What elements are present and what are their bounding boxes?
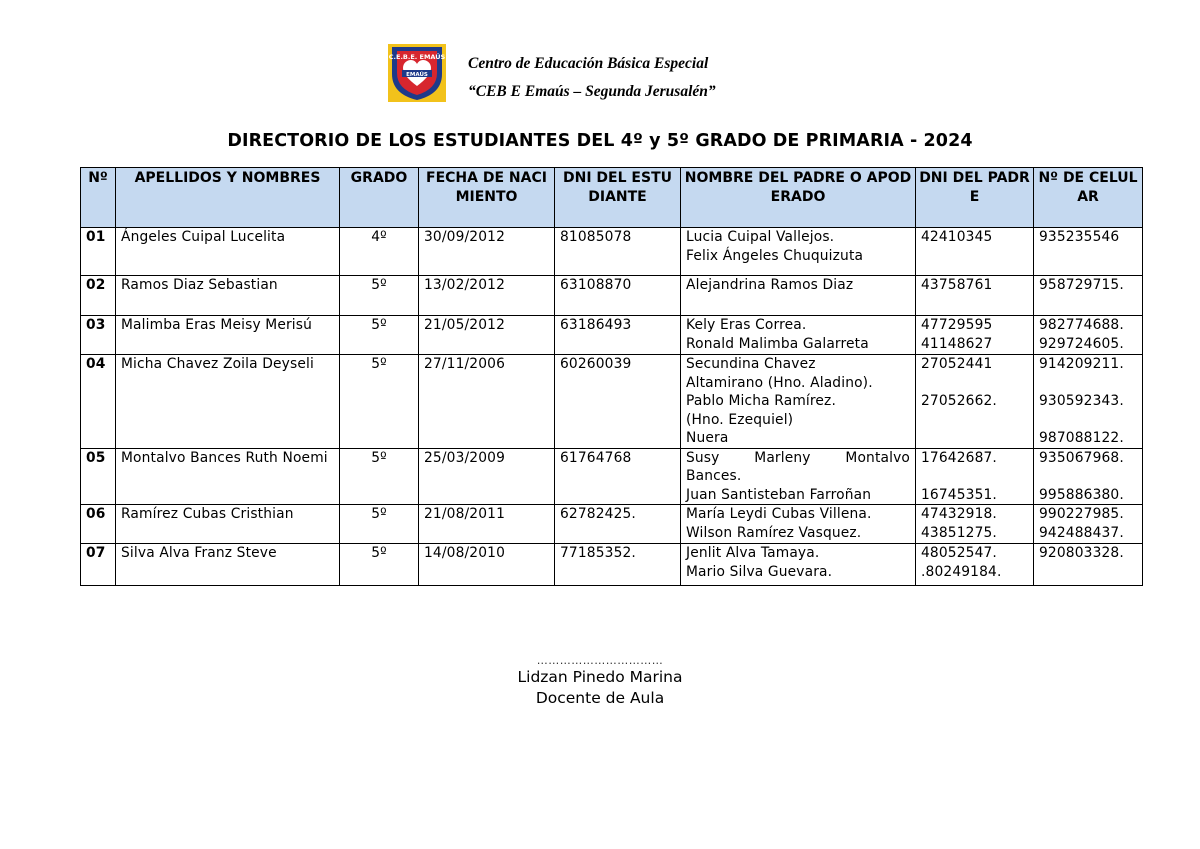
parent-name: Ronald Malimba Galarreta	[686, 335, 869, 352]
student-grade: 5º	[340, 355, 419, 449]
parent-dnis	[916, 228, 1034, 276]
parent-name: Secundina Chavez	[686, 356, 816, 372]
parent-dnis	[916, 544, 1034, 586]
student-grade: 4º	[340, 228, 419, 276]
student-grade: 5º	[340, 316, 419, 355]
row-number: 01	[81, 228, 116, 276]
student-name: Silva Alva Franz Steve	[116, 544, 340, 586]
row-number: 06	[81, 505, 116, 544]
student-dni: 81085078	[555, 228, 681, 276]
table-row	[81, 505, 1143, 544]
parent-name: Susy Marleny Montalvo	[686, 449, 910, 466]
parent-name: Lucia Cuipal Vallejos.	[686, 229, 835, 245]
table-row	[81, 276, 1143, 316]
birth-date: 27/11/2006	[419, 355, 555, 449]
parent-dni: .80249184.	[921, 563, 1002, 580]
student-name: Malimba Eras Meisy Merisú	[116, 316, 340, 355]
parent-dnis	[916, 505, 1034, 544]
logo-name: EMAÚS	[406, 72, 428, 78]
phone-number: 995886380.	[1039, 486, 1124, 503]
phones	[1034, 544, 1143, 586]
row-number: 07	[81, 544, 116, 586]
phone-number: 929724605.	[1039, 335, 1124, 352]
parent-name: Mario Silva Guevara.	[686, 563, 833, 580]
phones	[1034, 448, 1143, 505]
table-row	[81, 316, 1143, 355]
school-header	[468, 50, 716, 106]
table-header-row	[81, 168, 1143, 228]
phone-number: 935067968.	[1039, 449, 1124, 466]
col-header-birth-date: FECHA DE NACIMIENTO	[419, 168, 555, 228]
student-grade: 5º	[340, 448, 419, 505]
student-dni: 60260039	[555, 355, 681, 449]
parent-dnis	[916, 276, 1034, 316]
col-header-parent-dni: DNI DEL PADRE	[916, 168, 1034, 228]
phone-spacer	[1039, 411, 1137, 430]
parent-dni: 41148627	[921, 335, 993, 352]
parent-dnis	[916, 448, 1034, 505]
parent-names	[681, 448, 916, 505]
parent-name: Nuera	[686, 430, 729, 446]
parent-dni-spacer	[921, 467, 1028, 486]
parent-names	[681, 505, 916, 544]
parent-dni: 47729595	[921, 317, 993, 333]
phone-number: 930592343.	[1039, 393, 1124, 409]
row-number: 02	[81, 276, 116, 316]
parent-name: Jenlit Alva Tamaya.	[686, 545, 820, 561]
parent-dnis	[916, 355, 1034, 449]
signature-line: ……………………………	[536, 654, 664, 667]
student-name: Ramírez Cubas Cristhian	[116, 505, 340, 544]
phone-number: 914209211.	[1039, 356, 1124, 372]
parent-name: Pablo Micha Ramírez.	[686, 393, 836, 409]
parent-name: Kely Eras Correa.	[686, 317, 807, 333]
parent-dni: 16745351.	[921, 486, 997, 503]
parent-name: María Leydi Cubas Villena.	[686, 506, 872, 522]
phones	[1034, 228, 1143, 276]
parent-name: Felix Ángeles Chuquizuta	[686, 247, 864, 264]
parent-name: (Hno. Ezequiel)	[686, 411, 794, 428]
table-row	[81, 228, 1143, 276]
phones	[1034, 355, 1143, 449]
phone-number: 987088122.	[1039, 430, 1124, 446]
signature-name: Lidzan Pinedo Marina	[517, 668, 683, 686]
signature-role: Docente de Aula	[535, 689, 665, 707]
col-header-number: Nº	[81, 168, 116, 228]
birth-date: 25/03/2009	[419, 448, 555, 505]
parent-name: Wilson Ramírez Vasquez.	[686, 524, 862, 541]
student-dni: 62782425.	[555, 505, 681, 544]
parent-name: Alejandrina Ramos Diaz	[686, 277, 854, 293]
parent-names	[681, 355, 916, 449]
student-dni: 63108870	[555, 276, 681, 316]
parent-name: Bances.	[686, 468, 742, 484]
phone-number: 935235546	[1039, 229, 1120, 245]
student-name: Ángeles Cuipal Lucelita	[116, 228, 340, 276]
col-header-name: APELLIDOS Y NOMBRES	[116, 168, 340, 228]
parent-dni: 48052547.	[921, 545, 997, 561]
row-number: 03	[81, 316, 116, 355]
parent-name: Altamirano (Hno. Aladino).	[686, 374, 873, 391]
table-row	[81, 355, 1143, 449]
student-grade: 5º	[340, 505, 419, 544]
phone-number: 990227985.	[1039, 506, 1124, 522]
student-grade: 5º	[340, 276, 419, 316]
phone-number: 920803328.	[1039, 545, 1124, 561]
phones	[1034, 276, 1143, 316]
phone-spacer	[1039, 467, 1137, 486]
school-name: Centro de Educación Básica Especial	[468, 55, 709, 72]
birth-date: 21/08/2011	[419, 505, 555, 544]
table-row	[81, 544, 1143, 586]
phones	[1034, 505, 1143, 544]
student-dni: 63186493	[555, 316, 681, 355]
col-header-student-dni: DNI DEL ESTUDIANTE	[555, 168, 681, 228]
birth-date: 13/02/2012	[419, 276, 555, 316]
row-number: 04	[81, 355, 116, 449]
student-name: Micha Chavez Zoila Deyseli	[116, 355, 340, 449]
parent-dnis	[916, 316, 1034, 355]
student-name: Ramos Diaz Sebastian	[116, 276, 340, 316]
row-number: 05	[81, 448, 116, 505]
school-motto: “CEB E Emaús – Segunda Jerusalén”	[468, 83, 716, 100]
birth-date: 14/08/2010	[419, 544, 555, 586]
parent-dni: 27052441	[921, 356, 993, 372]
parent-dni: 27052662.	[921, 393, 997, 409]
birth-date: 21/05/2012	[419, 316, 555, 355]
parent-dni: 47432918.	[921, 506, 997, 522]
col-header-parent: NOMBRE DEL PADRE O APODERADO	[681, 168, 916, 228]
phone-number: 942488437.	[1039, 524, 1124, 541]
school-logo-icon	[388, 44, 446, 102]
parent-names	[681, 276, 916, 316]
table-row	[81, 448, 1143, 505]
col-header-phone: Nº DE CELULAR	[1034, 168, 1143, 228]
student-grade: 5º	[340, 544, 419, 586]
page-title: DIRECTORIO DE LOS ESTUDIANTES DEL 4º y 5º GRADO DE PRIMARIA - 2024	[227, 131, 973, 151]
student-dni: 61764768	[555, 448, 681, 505]
parent-name: Juan Santisteban Farroñan	[686, 486, 872, 503]
parent-names	[681, 544, 916, 586]
phone-number: 982774688.	[1039, 317, 1124, 333]
parent-dni-spacer	[921, 374, 1028, 393]
parent-dni: 42410345	[921, 229, 993, 245]
logo-acronym: C.E.B.E. EMAÚS	[388, 53, 446, 61]
phones	[1034, 316, 1143, 355]
student-dni: 77185352.	[555, 544, 681, 586]
parent-names	[681, 316, 916, 355]
col-header-grade: GRADO	[340, 168, 419, 228]
parent-dni: 17642687.	[921, 449, 997, 466]
phone-number: 958729715.	[1039, 277, 1124, 293]
student-directory-table	[80, 167, 1143, 586]
parent-dni: 43758761	[921, 277, 993, 293]
phone-spacer	[1039, 374, 1137, 393]
parent-dni: 43851275.	[921, 524, 997, 541]
birth-date: 30/09/2012	[419, 228, 555, 276]
student-name: Montalvo Bances Ruth Noemi	[116, 448, 340, 505]
parent-names	[681, 228, 916, 276]
